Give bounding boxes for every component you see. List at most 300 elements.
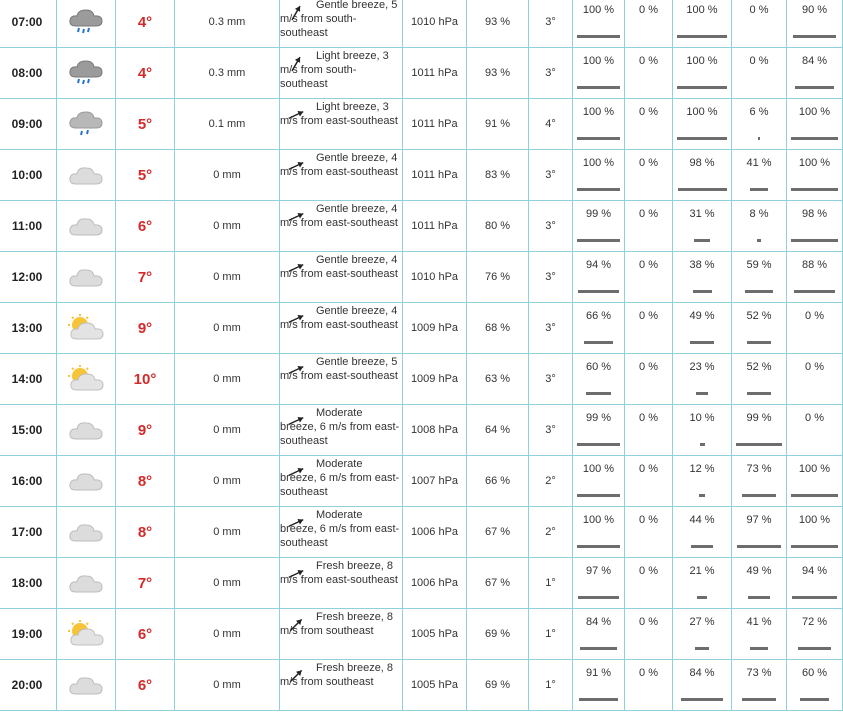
temperature: 5° (116, 99, 175, 150)
percent-value: 100 % (798, 106, 831, 118)
percent-value: 6 % (749, 106, 769, 118)
pressure: 1005 hPa (403, 609, 467, 660)
dew-point: 3° (529, 303, 573, 354)
temperature: 8° (116, 507, 175, 558)
percent-cell-1 (573, 99, 625, 150)
precipitation: 0.1 mm (175, 99, 280, 150)
partly-sunny-icon (57, 609, 116, 660)
wind-description: Light breeze, 3 m/s from east-southeast (280, 101, 398, 127)
percent-bar (737, 545, 782, 548)
dew-point: 3° (529, 354, 573, 405)
percent-cell-1 (573, 507, 625, 558)
percent-cell-4 (732, 558, 787, 609)
percent-cell-3 (673, 201, 732, 252)
forecast-row (0, 456, 843, 507)
percent-cell-5 (787, 150, 843, 201)
dew-point: 1° (529, 558, 573, 609)
percent-cell-3 (673, 507, 732, 558)
percent-value: 72 % (801, 616, 828, 628)
percent-cell-4 (732, 201, 787, 252)
percent-bar (742, 698, 776, 701)
forecast-row (0, 354, 843, 405)
percent-value: 100 % (686, 55, 718, 67)
precipitation: 0 mm (175, 354, 280, 405)
percent-cell-3 (673, 405, 732, 456)
percent-bar (750, 647, 769, 650)
forecast-row (0, 252, 843, 303)
cloud-icon (57, 405, 116, 456)
partly-sunny-icon (57, 354, 116, 405)
percent-value: 60 % (585, 361, 612, 373)
percent-bar (747, 341, 771, 344)
percent-cell-5 (787, 201, 843, 252)
wind-cell (280, 354, 403, 405)
percent-cell-3 (673, 252, 732, 303)
percent-value: 73 % (746, 667, 772, 679)
temperature: 6° (116, 660, 175, 711)
time-cell: 15:00 (0, 405, 57, 456)
percent-cell-3 (673, 609, 732, 660)
time-cell: 09:00 (0, 99, 57, 150)
percent-cell-4 (732, 456, 787, 507)
percent-cell-1 (573, 0, 625, 48)
percent-bar (747, 392, 771, 395)
percent-cell-3 (673, 150, 732, 201)
wind-description: Light breeze, 3 m/s from south-southeast (280, 50, 389, 90)
humidity: 80 % (467, 201, 529, 252)
time-cell: 11:00 (0, 201, 57, 252)
pressure: 1010 hPa (403, 0, 467, 48)
percent-cell-2 (625, 660, 673, 711)
percent-cell-1 (573, 609, 625, 660)
temperature: 4° (116, 0, 175, 48)
percent-value: 0 % (639, 616, 658, 628)
time-cell: 07:00 (0, 0, 57, 48)
percent-bar (695, 647, 709, 650)
percent-cell-5 (787, 303, 843, 354)
percent-cell-2 (625, 405, 673, 456)
percent-bar (791, 137, 838, 140)
percent-cell-2 (625, 507, 673, 558)
wind-description: Fresh breeze, 8 m/s from southeast (280, 662, 394, 688)
percent-bar (578, 290, 618, 293)
percent-value: 0 % (639, 514, 658, 526)
forecast-row (0, 99, 843, 150)
percent-cell-1 (573, 150, 625, 201)
forecast-row (0, 150, 843, 201)
percent-value: 52 % (746, 310, 772, 322)
percent-bar (699, 494, 705, 497)
percent-bar (697, 596, 708, 599)
wind-cell (280, 150, 403, 201)
percent-bar (758, 137, 761, 140)
percent-bar (736, 443, 782, 446)
pressure: 1011 hPa (403, 99, 467, 150)
percent-value: 49 % (746, 565, 772, 577)
percent-cell-3 (673, 99, 732, 150)
percent-value: 0 % (639, 412, 658, 424)
time-cell: 16:00 (0, 456, 57, 507)
wind-description: Fresh breeze, 8 m/s from southeast (280, 611, 394, 637)
percent-cell-5 (787, 354, 843, 405)
humidity: 83 % (467, 150, 529, 201)
percent-cell-2 (625, 201, 673, 252)
pressure: 1006 hPa (403, 507, 467, 558)
percent-value: 88 % (801, 259, 828, 271)
forecast-row (0, 609, 843, 660)
wind-cell (280, 507, 403, 558)
percent-value: 0 % (639, 310, 658, 322)
humidity: 93 % (467, 48, 529, 99)
wind-description: Gentle breeze, 5 m/s from east-southeast (280, 356, 398, 382)
percent-value: 60 % (801, 667, 828, 679)
percent-value: 27 % (689, 616, 715, 628)
precipitation: 0 mm (175, 201, 280, 252)
percent-cell-5 (787, 456, 843, 507)
percent-cell-2 (625, 48, 673, 99)
percent-bar (577, 545, 620, 548)
percent-cell-3 (673, 303, 732, 354)
percent-value: 23 % (689, 361, 715, 373)
percent-value: 100 % (582, 157, 615, 169)
percent-value: 0 % (805, 412, 824, 424)
percent-value: 100 % (686, 106, 718, 118)
percent-value: 0 % (639, 361, 658, 373)
time-cell: 13:00 (0, 303, 57, 354)
percent-value: 0 % (805, 310, 824, 322)
percent-cell-1 (573, 201, 625, 252)
percent-cell-2 (625, 0, 673, 48)
percent-value: 59 % (746, 259, 772, 271)
percent-value: 97 % (746, 514, 772, 526)
cloud-icon (57, 456, 116, 507)
temperature: 6° (116, 609, 175, 660)
percent-cell-1 (573, 456, 625, 507)
percent-value: 98 % (689, 157, 715, 169)
percent-bar (691, 545, 713, 548)
percent-cell-4 (732, 609, 787, 660)
time-cell: 20:00 (0, 660, 57, 711)
percent-bar (791, 188, 838, 191)
percent-bar (577, 239, 620, 242)
percent-bar (677, 137, 727, 140)
percent-value: 99 % (585, 412, 612, 424)
percent-value: 0 % (639, 565, 658, 577)
percent-bar (578, 596, 620, 599)
percent-bar (580, 647, 616, 650)
pressure: 1011 hPa (403, 150, 467, 201)
percent-value: 66 % (585, 310, 612, 322)
percent-bar (792, 596, 836, 599)
temperature: 7° (116, 252, 175, 303)
percent-cell-1 (573, 354, 625, 405)
wind-description: Moderate breeze, 6 m/s from east-southeast (280, 407, 400, 447)
wind-cell (280, 0, 403, 48)
percent-value: 41 % (746, 616, 772, 628)
percent-cell-4 (732, 660, 787, 711)
percent-value: 84 % (801, 55, 828, 67)
percent-cell-4 (732, 354, 787, 405)
percent-cell-3 (673, 48, 732, 99)
humidity: 93 % (467, 0, 529, 48)
percent-bar (798, 647, 832, 650)
wind-cell (280, 99, 403, 150)
percent-value: 8 % (749, 208, 769, 220)
dew-point: 3° (529, 252, 573, 303)
percent-bar (694, 239, 710, 242)
percent-cell-5 (787, 0, 843, 48)
percent-value: 52 % (746, 361, 772, 373)
percent-cell-4 (732, 99, 787, 150)
precipitation: 0 mm (175, 150, 280, 201)
humidity: 67 % (467, 558, 529, 609)
percent-cell-5 (787, 48, 843, 99)
wind-description: Moderate breeze, 6 m/s from east-southeast (280, 458, 400, 498)
percent-bar (577, 188, 620, 191)
partly-sunny-icon (57, 303, 116, 354)
dew-point: 3° (529, 150, 573, 201)
percent-bar (791, 239, 837, 242)
cloud-icon (57, 660, 116, 711)
percent-value: 0 % (639, 4, 658, 16)
precipitation: 0 mm (175, 507, 280, 558)
percent-bar (791, 545, 838, 548)
forecast-row (0, 201, 843, 252)
percent-cell-4 (732, 405, 787, 456)
percent-value: 99 % (585, 208, 612, 220)
forecast-row (0, 48, 843, 99)
dew-point: 2° (529, 507, 573, 558)
precipitation: 0 mm (175, 303, 280, 354)
humidity: 64 % (467, 405, 529, 456)
wind-description: Gentle breeze, 4 m/s from east-southeast (280, 254, 398, 280)
pressure: 1008 hPa (403, 405, 467, 456)
percent-value: 31 % (689, 208, 715, 220)
percent-cell-3 (673, 0, 732, 48)
percent-bar (584, 341, 612, 344)
forecast-row (0, 405, 843, 456)
percent-value: 100 % (582, 514, 615, 526)
wind-cell (280, 201, 403, 252)
percent-cell-4 (732, 0, 787, 48)
wind-description: Moderate breeze, 6 m/s from east-southeast (280, 509, 400, 549)
time-cell: 10:00 (0, 150, 57, 201)
time-cell: 18:00 (0, 558, 57, 609)
percent-bar (677, 35, 727, 38)
percent-value: 100 % (582, 106, 615, 118)
cloud-icon (57, 507, 116, 558)
percent-bar (577, 443, 620, 446)
humidity: 69 % (467, 660, 529, 711)
percent-cell-5 (787, 99, 843, 150)
forecast-row (0, 558, 843, 609)
pressure: 1011 hPa (403, 201, 467, 252)
percent-value: 0 % (639, 667, 658, 679)
forecast-row (0, 660, 843, 711)
temperature: 10° (116, 354, 175, 405)
humidity: 63 % (467, 354, 529, 405)
percent-bar (748, 596, 771, 599)
pressure: 1011 hPa (403, 48, 467, 99)
percent-cell-4 (732, 150, 787, 201)
percent-bar (678, 188, 727, 191)
dew-point: 1° (529, 660, 573, 711)
percent-cell-4 (732, 303, 787, 354)
percent-value: 98 % (801, 208, 828, 220)
wind-cell (280, 252, 403, 303)
percent-cell-2 (625, 303, 673, 354)
percent-cell-1 (573, 660, 625, 711)
percent-value: 0 % (639, 106, 658, 118)
time-cell: 12:00 (0, 252, 57, 303)
wind-cell (280, 48, 403, 99)
percent-bar (800, 698, 828, 701)
precipitation: 0.3 mm (175, 48, 280, 99)
pressure: 1005 hPa (403, 660, 467, 711)
wind-cell (280, 303, 403, 354)
pressure: 1009 hPa (403, 303, 467, 354)
cloud-icon (57, 201, 116, 252)
percent-bar (793, 35, 835, 38)
forecast-row (0, 507, 843, 558)
percent-bar (795, 86, 834, 89)
cloud-icon (57, 150, 116, 201)
forecast-row (0, 0, 843, 48)
percent-cell-2 (625, 150, 673, 201)
wind-cell (280, 609, 403, 660)
percent-value: 21 % (689, 565, 715, 577)
temperature: 8° (116, 456, 175, 507)
precipitation: 0 mm (175, 660, 280, 711)
percent-bar (742, 494, 776, 497)
percent-cell-3 (673, 558, 732, 609)
time-cell: 14:00 (0, 354, 57, 405)
light-rain-cloud-icon (57, 99, 116, 150)
percent-cell-1 (573, 48, 625, 99)
percent-value: 100 % (798, 157, 831, 169)
percent-value: 0 % (639, 463, 658, 475)
percent-value: 100 % (582, 463, 615, 475)
percent-value: 100 % (798, 463, 831, 475)
percent-value: 0 % (639, 55, 658, 67)
percent-bar (696, 392, 708, 395)
precipitation: 0 mm (175, 405, 280, 456)
percent-value: 73 % (746, 463, 772, 475)
pressure: 1010 hPa (403, 252, 467, 303)
precipitation: 0 mm (175, 456, 280, 507)
dew-point: 1° (529, 609, 573, 660)
percent-value: 0 % (639, 157, 658, 169)
rain-cloud-icon (57, 0, 116, 48)
wind-cell (280, 456, 403, 507)
percent-cell-5 (787, 660, 843, 711)
percent-cell-2 (625, 252, 673, 303)
percent-value: 44 % (689, 514, 715, 526)
wind-description: Gentle breeze, 4 m/s from east-southeast (280, 305, 398, 331)
percent-value: 0 % (639, 208, 658, 220)
percent-bar (677, 86, 727, 89)
wind-cell (280, 558, 403, 609)
wind-description: Fresh breeze, 8 m/s from east-southeast (280, 560, 398, 586)
percent-bar (579, 698, 618, 701)
temperature: 7° (116, 558, 175, 609)
percent-bar (745, 290, 772, 293)
percent-value: 41 % (746, 157, 772, 169)
percent-value: 38 % (689, 259, 715, 271)
temperature: 9° (116, 405, 175, 456)
percent-bar (690, 341, 715, 344)
precipitation: 0.3 mm (175, 0, 280, 48)
percent-cell-1 (573, 303, 625, 354)
percent-value: 10 % (689, 412, 715, 424)
percent-cell-2 (625, 354, 673, 405)
time-cell: 19:00 (0, 609, 57, 660)
wind-cell (280, 660, 403, 711)
percent-bar (791, 494, 838, 497)
percent-bar (577, 137, 620, 140)
precipitation: 0 mm (175, 609, 280, 660)
percent-value: 84 % (689, 667, 715, 679)
dew-point: 3° (529, 0, 573, 48)
percent-bar (750, 188, 769, 191)
percent-cell-2 (625, 558, 673, 609)
percent-value: 49 % (689, 310, 715, 322)
percent-value: 12 % (689, 463, 715, 475)
percent-cell-3 (673, 354, 732, 405)
humidity: 91 % (467, 99, 529, 150)
humidity: 69 % (467, 609, 529, 660)
dew-point: 3° (529, 405, 573, 456)
percent-cell-4 (732, 48, 787, 99)
precipitation: 0 mm (175, 558, 280, 609)
percent-value: 0 % (749, 55, 769, 67)
percent-cell-1 (573, 558, 625, 609)
temperature: 4° (116, 48, 175, 99)
percent-value: 99 % (746, 412, 772, 424)
percent-bar (681, 698, 723, 701)
forecast-row (0, 303, 843, 354)
percent-value: 94 % (801, 565, 828, 577)
percent-value: 100 % (582, 55, 615, 67)
precipitation: 0 mm (175, 252, 280, 303)
humidity: 66 % (467, 456, 529, 507)
percent-cell-1 (573, 405, 625, 456)
percent-cell-5 (787, 252, 843, 303)
percent-value: 84 % (585, 616, 612, 628)
percent-cell-4 (732, 252, 787, 303)
wind-description: Gentle breeze, 4 m/s from east-southeast (280, 203, 398, 229)
time-cell: 17:00 (0, 507, 57, 558)
dew-point: 4° (529, 99, 573, 150)
percent-value: 0 % (639, 259, 658, 271)
percent-value: 0 % (805, 361, 824, 373)
pressure: 1006 hPa (403, 558, 467, 609)
percent-cell-1 (573, 252, 625, 303)
temperature: 9° (116, 303, 175, 354)
percent-bar (693, 290, 712, 293)
time-cell: 08:00 (0, 48, 57, 99)
percent-bar (700, 443, 705, 446)
percent-value: 100 % (686, 4, 718, 16)
percent-cell-2 (625, 609, 673, 660)
percent-bar (794, 290, 835, 293)
percent-cell-5 (787, 609, 843, 660)
percent-cell-5 (787, 507, 843, 558)
pressure: 1009 hPa (403, 354, 467, 405)
percent-bar (577, 494, 620, 497)
percent-value: 100 % (582, 4, 615, 16)
dew-point: 3° (529, 48, 573, 99)
